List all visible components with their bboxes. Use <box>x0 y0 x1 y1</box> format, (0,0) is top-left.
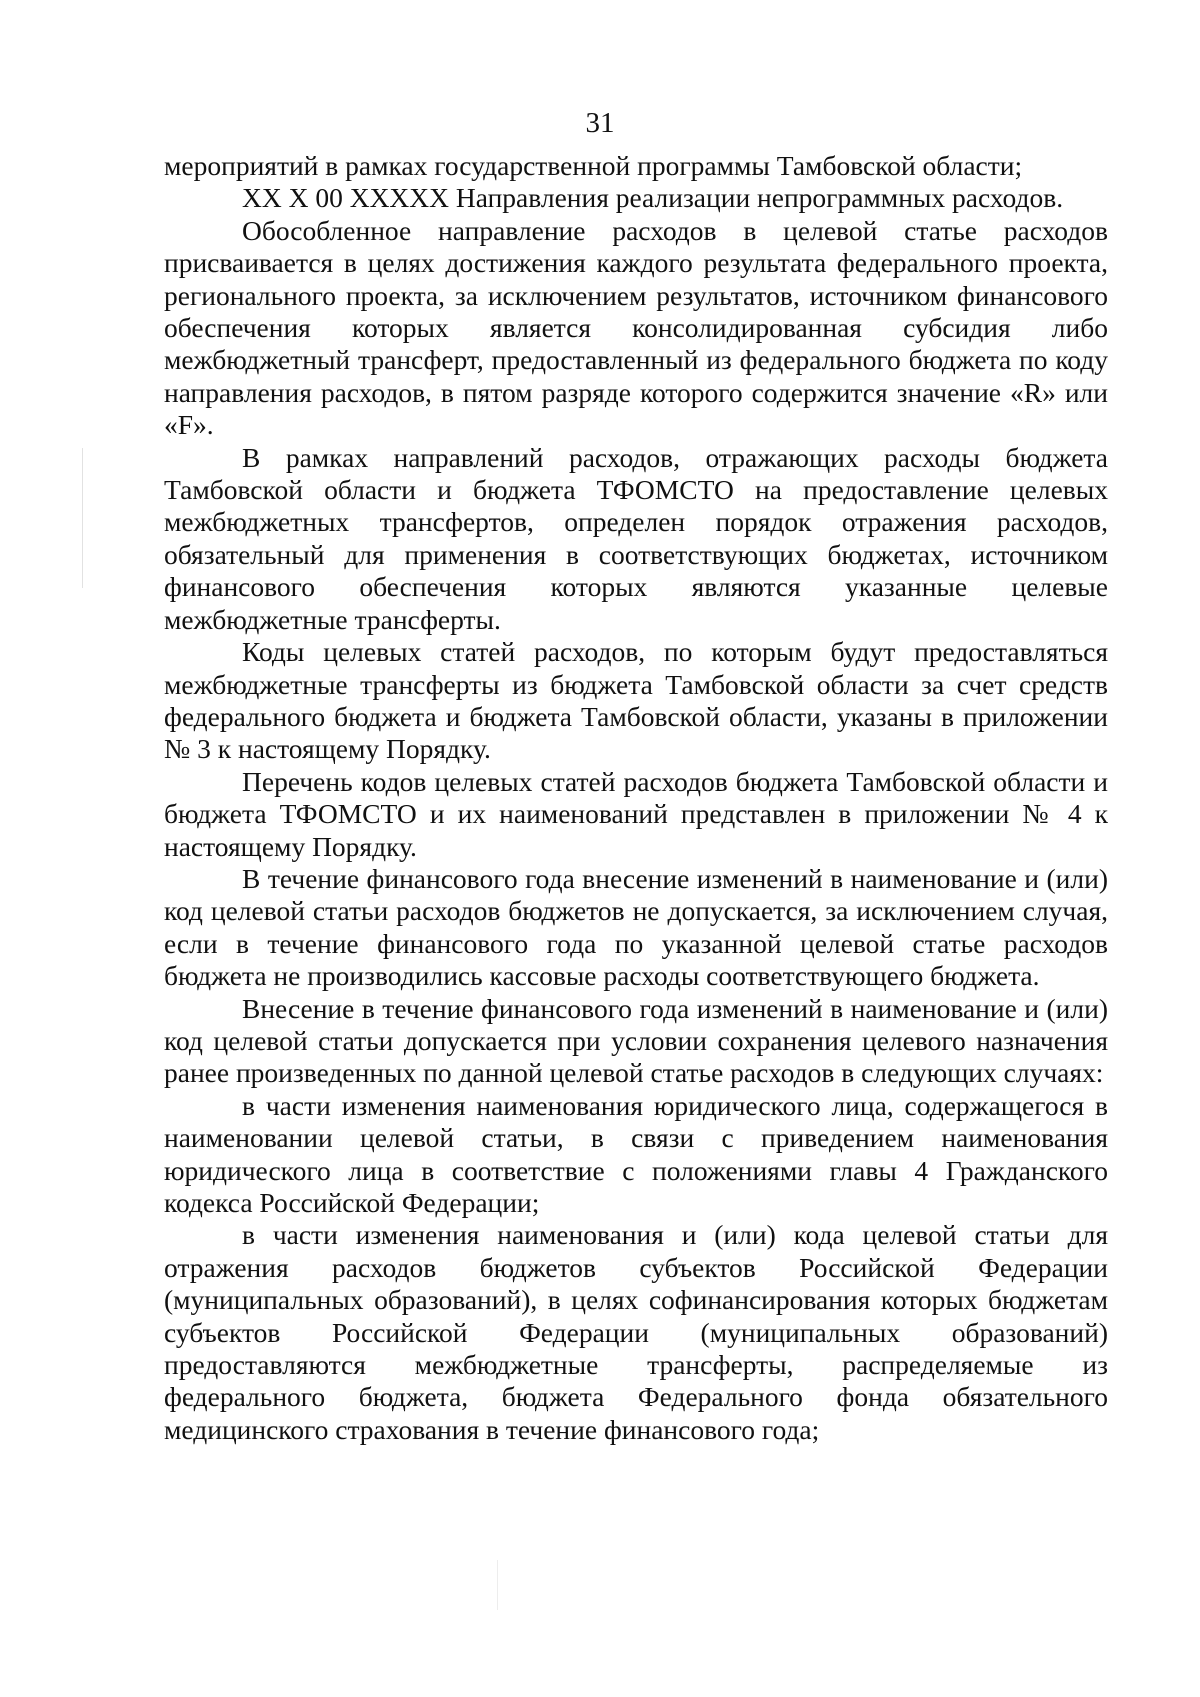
paragraph: мероприятий в рамках государственной программы Тамбовской области; <box>164 150 1023 181</box>
paragraph: в части изменения наименования юридического лица, содержащегося в наименовании целевой статьи, в связи с приведением наименования юридического лица в соответствие с положениями главы 4 Гражданского кодекса Российской Федерации; <box>164 1089 1108 1218</box>
paragraph: В рамках направлений расходов, отражающих расходы бюджета Тамбовской области и бюджета ТФОМСТО на предоставление целевых межбюджетных трансфертов, определен порядок отражения расходов, обязательный для применения в соответствующих бюджетах, источником финансового обеспечения которых являются указанные целевые межбюджетные трансферты. <box>164 441 1108 635</box>
body-text <box>164 150 1108 1446</box>
page-number: 31 <box>585 107 615 139</box>
paragraph: Внесение в течение финансового года изменений в наименование и (или) код целевой статьи допускается при условии сохранения целевого назначения ранее произведенных по данной целевой статье расходов в следующих случаях: <box>164 992 1108 1089</box>
paragraph: Перечень кодов целевых статей расходов бюджета Тамбовской области и бюджета ТФОМСТО и их наименований представлен в приложении № 4 к настоящему Порядку. <box>164 765 1108 862</box>
paragraph: в части изменения наименования и (или) кода целевой статьи для отражения расходов бюджетов субъектов Российской Федерации (муниципальных образований), в целях софинансирования которых бюджетам субъектов Российской Федерации (муниципальных образований) предоставляются межбюджетные трансферты, распределяемые из федерального бюджета, бюджета Федерального фонда обязательного медицинского страхования в течение финансового года; <box>164 1219 1108 1445</box>
scan-artifact-line <box>497 1560 498 1610</box>
paragraph: Обособленное направление расходов в целевой статье расходов присваивается в целях достижения каждого результата федерального проекта, регионального проекта, за исключением результатов, источником финансового обеспечения которых является консолидированная субсидия либо межбюджетный трансферт, предоставленный из федерального бюджета по коду направления расходов, в пятом разряде которого содержится значение «R» или «F». <box>164 214 1108 441</box>
paragraph: Коды целевых статей расходов, по которым будут предоставляться межбюджетные трансферты из бюджета Тамбовской области за счет средств федерального бюджета и бюджета Тамбовской области, указаны в приложении № 3 к настоящему Порядку. <box>164 636 1108 765</box>
paragraph: В течение финансового года внесение изменений в наименование и (или) код целевой статьи расходов бюджетов не допускается, за исключением случая, если в течение финансового года по указанной целевой статье расходов бюджета не производились кассовые расходы соответствующего бюджета. <box>164 862 1108 992</box>
paragraph: XX X 00 XXXXX Направления реализации непрограммных расходов. <box>242 182 1064 214</box>
scan-artifact-line <box>82 448 83 588</box>
